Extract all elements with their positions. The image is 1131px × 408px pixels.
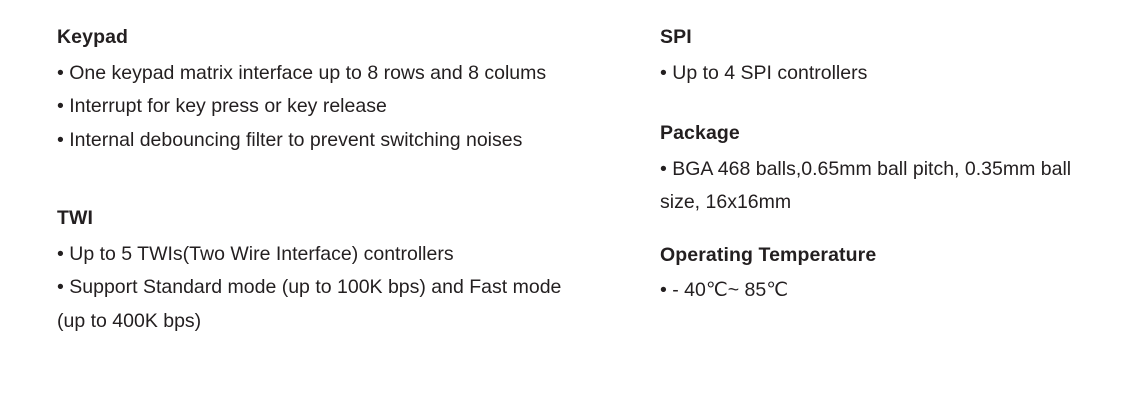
list-item: • Support Standard mode (up to 100K bps) and Fast mode (up to 400K bps): [57, 276, 562, 332]
right-column: [580, 28, 1131, 308]
section-spi: [660, 28, 1111, 90]
list-item: • One keypad matrix interface up to 8 rows and 8 colums: [57, 61, 547, 84]
section-heading-spi: SPI: [660, 26, 692, 48]
list-item: • Up to 4 SPI controllers: [660, 61, 868, 84]
section-operating-temperature: [660, 243, 1111, 308]
left-column: [0, 28, 580, 338]
list-item: • Up to 5 TWIs(Two Wire Interface) controllers: [57, 242, 454, 265]
section-heading-keypad: Keypad: [57, 26, 129, 48]
section-spacer: [660, 90, 1111, 124]
bullet-list-keypad: [57, 57, 570, 158]
section-package: [660, 124, 1111, 220]
bullet-list-operating-temperature: [660, 274, 1111, 308]
bullet-list-package: [660, 153, 1111, 220]
section-heading-package: Package: [660, 122, 740, 145]
bullet-list-twi: [57, 238, 570, 339]
list-item: • - 40℃~ 85℃: [660, 279, 789, 302]
list-item: • BGA 468 balls,0.65mm ball pitch, 0.35mm ball size, 16x16mm: [660, 157, 1072, 214]
section-twi: [57, 209, 570, 338]
section-heading-twi: TWI: [57, 207, 94, 230]
section-spacer: [660, 220, 1111, 246]
list-item: • Internal debouncing filter to prevent switching noises: [57, 128, 523, 151]
section-keypad: [57, 28, 570, 157]
section-spacer: [57, 157, 570, 209]
bullet-list-spi: [660, 57, 1111, 91]
list-item: • Interrupt for key press or key release: [57, 95, 387, 118]
section-heading-operating-temperature: Operating Temperature: [660, 243, 877, 266]
